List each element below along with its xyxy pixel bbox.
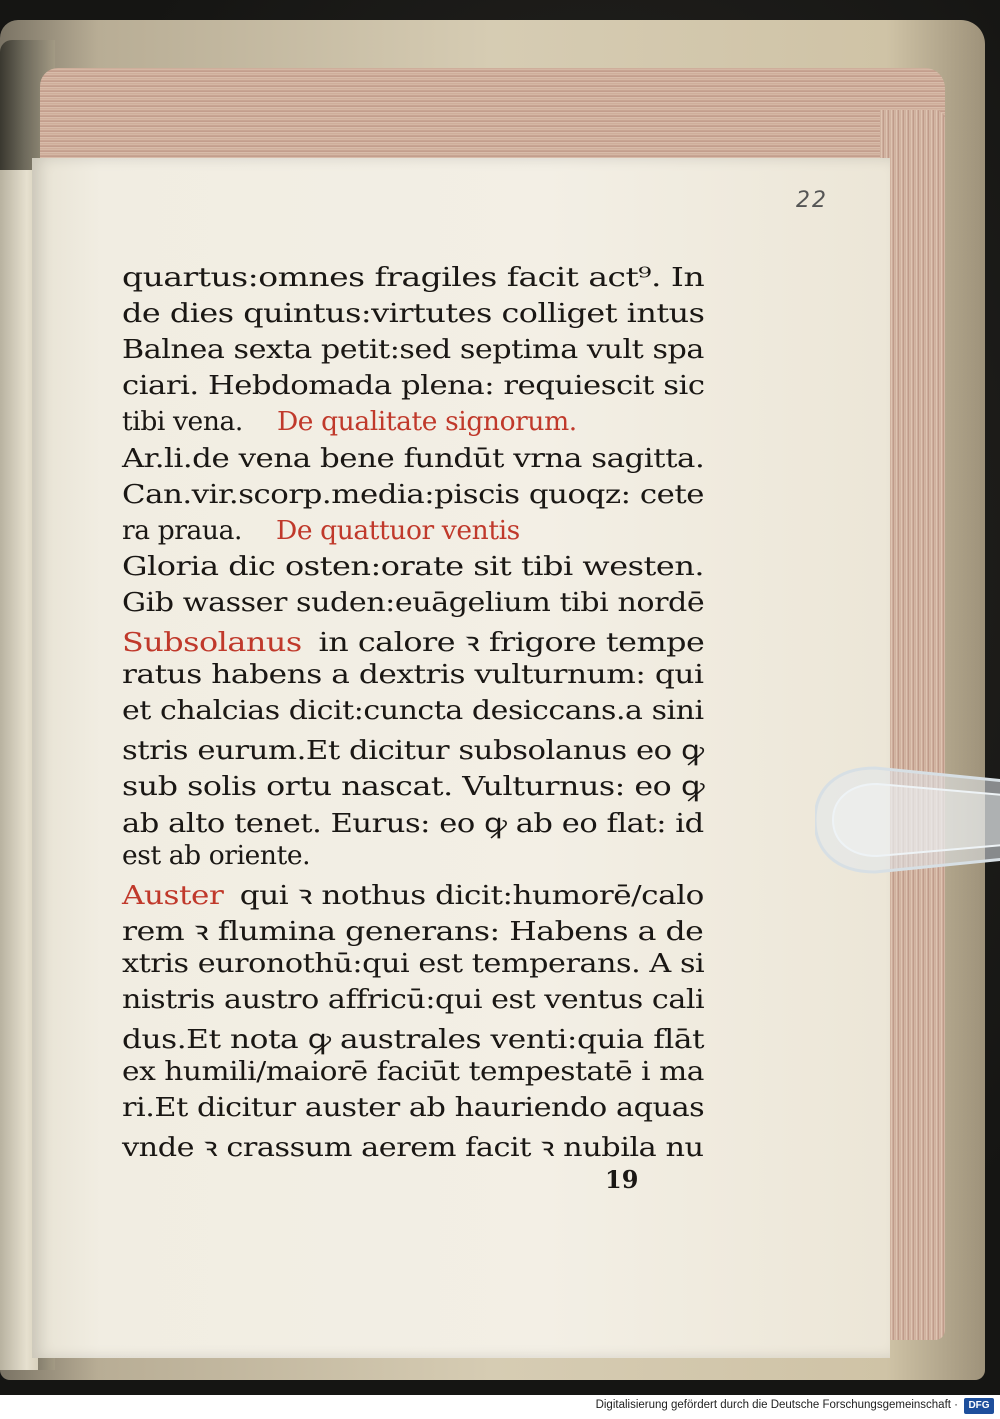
text-line [122, 443, 704, 474]
body-text: Gloria dic osten:orate sit tibi westen. [122, 550, 705, 582]
text-line [122, 731, 704, 767]
text-line [122, 804, 704, 840]
text-line [122, 298, 705, 329]
body-text: ratus habens a dextris vulturnum: qui [122, 659, 704, 691]
body-text: vnde ꝛ crassum aerem facit ꝛ nubila nu [122, 1132, 704, 1164]
text-line [122, 876, 704, 912]
body-text: rem ꝛ flumina generans: Habens a de [122, 915, 704, 947]
text-line [122, 587, 704, 618]
body-text: Balnea sexta petit:sed septima vult spa [122, 334, 704, 366]
body-text: xtris euronothū:qui est temperans. A si [122, 947, 705, 979]
body-text: ra praua. [122, 514, 243, 546]
text-line [122, 479, 704, 510]
printed-page-number: 19 [605, 1165, 639, 1194]
body-text: quartus:omnes fragiles facit act⁹. In [122, 262, 705, 293]
body-text: ciari. Hebdomada plena: requiescit sic [122, 370, 705, 402]
body-text: de dies quintus:virtutes colliget intus [122, 298, 705, 330]
text-line [122, 767, 704, 803]
text-line [122, 370, 705, 401]
body-text: Ar.li.de vena bene fundūt vrna sagitta. [122, 442, 705, 474]
body-text: in calore ꝛ frigore tempe [318, 627, 705, 658]
footer-credit: Digitalisierung gefördert durch die Deutsche Forschungsgemeinschaft · [595, 1399, 958, 1411]
text-line [122, 1056, 704, 1087]
body-text: Gib wasser suden:euāgelium tibi nordē [122, 586, 705, 618]
dfg-logo: DFG [964, 1398, 994, 1414]
text-line [122, 334, 704, 365]
handwritten-folio-number: 22 [796, 188, 828, 213]
body-text: qui ꝛ nothus dicit:humorē/calo [239, 879, 704, 911]
body-text: sub solis ortu nascat. Vulturnus: eo ꝙ [122, 771, 705, 803]
body-text: Can.vir.scorp.media:piscis quoqz: cete [122, 478, 705, 510]
body-text: et chalcias dicit:cuncta desiccans.a sini [122, 695, 704, 727]
body-text: stris eurum.Et dicitur subsolanus eo ꝙ [122, 735, 704, 767]
text-line [122, 1092, 704, 1123]
text-line [122, 695, 704, 726]
text-line [122, 406, 577, 437]
text-line [122, 551, 704, 582]
rubric-heading: De qualitate signorum. [276, 406, 577, 438]
rubric-heading: Subsolanus [122, 627, 302, 658]
text-line [122, 912, 703, 948]
rubric-heading: De quattuor ventis [276, 514, 520, 546]
body-text: est ab oriente. [122, 839, 311, 871]
text-line [122, 1020, 704, 1056]
text-line [122, 515, 520, 546]
text-line [122, 948, 704, 979]
body-text: ri.Et dicitur auster ab hauriendo aquas [122, 1092, 705, 1124]
body-text: ab alto tenet. Eurus: eo ꝙ ab eo flat: id [122, 807, 704, 839]
body-text: ex humili/maiorē faciūt tempestatē i ma [122, 1056, 704, 1088]
body-text: dus.Et nota ꝙ australes venti:quia flāt [122, 1024, 705, 1056]
text-line [122, 984, 704, 1015]
text-line [122, 840, 310, 871]
text-line [122, 659, 704, 690]
text-line [122, 623, 704, 659]
body-text: nistris austro affricū:qui est ventus cali [122, 984, 705, 1015]
text-line [122, 262, 704, 293]
book-clip-icon [815, 760, 1000, 880]
body-text: tibi vena. [122, 406, 243, 438]
text-line [122, 1128, 704, 1164]
rubric-heading: Auster [122, 879, 224, 911]
